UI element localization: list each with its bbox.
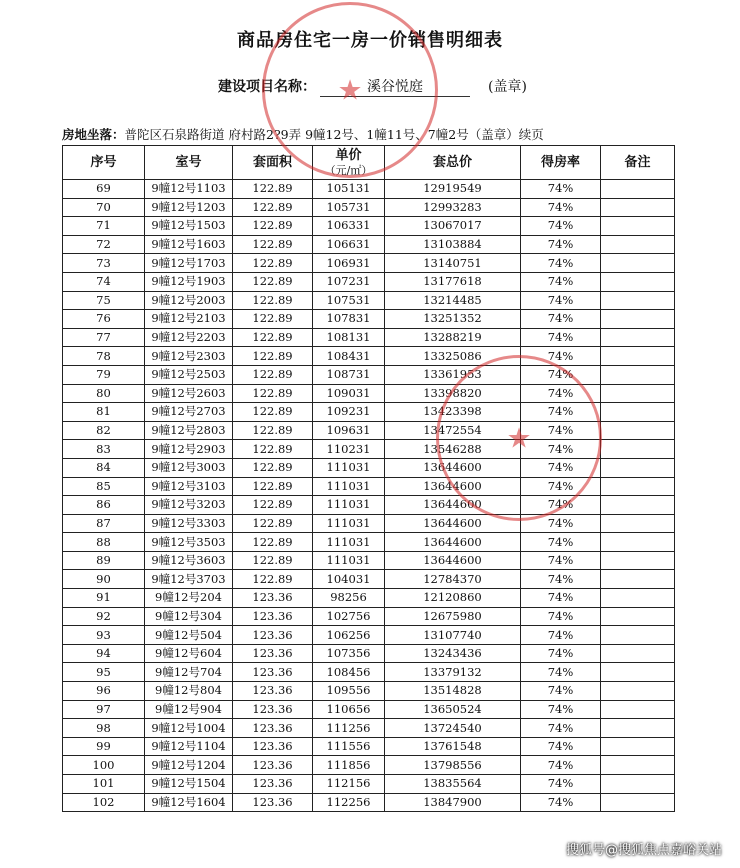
table-row <box>63 254 675 273</box>
cell-price: 106931 <box>313 254 385 273</box>
cell-total: 13546288 <box>385 440 521 459</box>
cell-seq: 98 <box>63 719 145 738</box>
cell-price: 111256 <box>313 719 385 738</box>
cell-total: 13140751 <box>385 254 521 273</box>
cell-total: 13214485 <box>385 291 521 310</box>
cell-ratio: 74% <box>521 514 601 533</box>
header-note: 备注 <box>601 146 675 180</box>
cell-total: 13103884 <box>385 235 521 254</box>
project-seal: (盖章) <box>488 79 527 95</box>
cell-room: 9幢12号2803 <box>145 421 233 440</box>
header-room: 室号 <box>145 146 233 180</box>
cell-total: 13644600 <box>385 477 521 496</box>
cell-seq: 70 <box>63 198 145 217</box>
cell-note <box>601 775 675 794</box>
header-total: 套总价 <box>385 146 521 180</box>
cell-seq: 76 <box>63 310 145 329</box>
cell-price: 107356 <box>313 644 385 663</box>
cell-note <box>601 235 675 254</box>
cell-price: 111031 <box>313 496 385 515</box>
cell-note <box>601 607 675 626</box>
table-row <box>63 700 675 719</box>
cell-area: 122.89 <box>233 328 313 347</box>
cell-room: 9幢12号1104 <box>145 737 233 756</box>
cell-price: 107831 <box>313 310 385 329</box>
cell-total: 13835564 <box>385 775 521 794</box>
cell-ratio: 74% <box>521 384 601 403</box>
cell-area: 122.89 <box>233 496 313 515</box>
table-row <box>63 328 675 347</box>
cell-note <box>601 198 675 217</box>
cell-area: 123.36 <box>233 700 313 719</box>
cell-ratio: 74% <box>521 756 601 775</box>
cell-area: 122.89 <box>233 477 313 496</box>
seal-star-icon: ★ <box>506 421 532 455</box>
project-line <box>218 76 527 97</box>
table-row <box>63 663 675 682</box>
table-row <box>63 719 675 738</box>
cell-total: 12919549 <box>385 180 521 199</box>
cell-room: 9幢12号204 <box>145 589 233 608</box>
cell-seq: 69 <box>63 180 145 199</box>
cell-total: 13644600 <box>385 533 521 552</box>
header-price-unit: （元/㎡） <box>324 163 373 177</box>
table-row <box>63 180 675 199</box>
cell-total: 13644600 <box>385 458 521 477</box>
cell-ratio: 74% <box>521 254 601 273</box>
cell-total: 13243436 <box>385 644 521 663</box>
cell-price: 105731 <box>313 198 385 217</box>
cell-total: 13288219 <box>385 328 521 347</box>
cell-area: 123.36 <box>233 589 313 608</box>
cell-note <box>601 533 675 552</box>
cell-price: 105131 <box>313 180 385 199</box>
cell-total: 12784370 <box>385 570 521 589</box>
header-area: 套面积 <box>233 146 313 180</box>
cell-ratio: 74% <box>521 440 601 459</box>
table-row <box>63 421 675 440</box>
cell-ratio: 74% <box>521 737 601 756</box>
cell-note <box>601 719 675 738</box>
cell-seq: 90 <box>63 570 145 589</box>
cell-room: 9幢12号904 <box>145 700 233 719</box>
cell-note <box>601 626 675 645</box>
cell-area: 122.89 <box>233 514 313 533</box>
table-row <box>63 477 675 496</box>
cell-seq: 85 <box>63 477 145 496</box>
cell-area: 123.36 <box>233 793 313 812</box>
cell-seq: 102 <box>63 793 145 812</box>
cell-total: 13325086 <box>385 347 521 366</box>
cell-room: 9幢12号3003 <box>145 458 233 477</box>
cell-ratio: 74% <box>521 477 601 496</box>
cell-room: 9幢12号1703 <box>145 254 233 273</box>
cell-ratio: 74% <box>521 607 601 626</box>
cell-room: 9幢12号804 <box>145 682 233 701</box>
table-body <box>63 180 675 812</box>
cell-price: 98256 <box>313 589 385 608</box>
table-row <box>63 458 675 477</box>
cell-room: 9幢12号1103 <box>145 180 233 199</box>
cell-note <box>601 440 675 459</box>
cell-price: 112156 <box>313 775 385 794</box>
table-row <box>63 756 675 775</box>
cell-price: 111031 <box>313 514 385 533</box>
table-row <box>63 589 675 608</box>
cell-area: 123.36 <box>233 663 313 682</box>
cell-room: 9幢12号1204 <box>145 756 233 775</box>
cell-room: 9幢12号2703 <box>145 403 233 422</box>
cell-area: 122.89 <box>233 235 313 254</box>
cell-seq: 83 <box>63 440 145 459</box>
cell-area: 123.36 <box>233 737 313 756</box>
cell-area: 123.36 <box>233 775 313 794</box>
cell-note <box>601 421 675 440</box>
cell-ratio: 74% <box>521 626 601 645</box>
cell-area: 122.89 <box>233 365 313 384</box>
cell-price: 104031 <box>313 570 385 589</box>
cell-seq: 79 <box>63 365 145 384</box>
cell-note <box>601 589 675 608</box>
cell-note <box>601 682 675 701</box>
cell-total: 13398820 <box>385 384 521 403</box>
cell-room: 9幢12号2303 <box>145 347 233 366</box>
cell-seq: 100 <box>63 756 145 775</box>
cell-note <box>601 551 675 570</box>
cell-note <box>601 217 675 236</box>
cell-note <box>601 458 675 477</box>
cell-area: 122.89 <box>233 403 313 422</box>
cell-area: 123.36 <box>233 607 313 626</box>
cell-area: 122.89 <box>233 384 313 403</box>
cell-ratio: 74% <box>521 775 601 794</box>
table-row <box>63 217 675 236</box>
cell-room: 9幢12号2103 <box>145 310 233 329</box>
project-name: 溪谷悦庭 <box>320 76 470 97</box>
project-label: 建设项目名称： <box>218 79 316 95</box>
cell-price: 111031 <box>313 458 385 477</box>
cell-price: 111031 <box>313 533 385 552</box>
table-row <box>63 737 675 756</box>
cell-room: 9幢12号2503 <box>145 365 233 384</box>
cell-area: 122.89 <box>233 551 313 570</box>
cell-area: 122.89 <box>233 180 313 199</box>
cell-seq: 96 <box>63 682 145 701</box>
cell-area: 122.89 <box>233 421 313 440</box>
cell-total: 12993283 <box>385 198 521 217</box>
table-row <box>63 384 675 403</box>
cell-area: 123.36 <box>233 626 313 645</box>
cell-total: 13379132 <box>385 663 521 682</box>
address-line <box>62 125 544 143</box>
cell-seq: 80 <box>63 384 145 403</box>
cell-seq: 101 <box>63 775 145 794</box>
table-row <box>63 570 675 589</box>
cell-note <box>601 310 675 329</box>
watermark: 搜狐号@搜狐焦点嘉峪关站 <box>565 843 722 858</box>
cell-seq: 72 <box>63 235 145 254</box>
cell-total: 13361953 <box>385 365 521 384</box>
cell-seq: 73 <box>63 254 145 273</box>
cell-seq: 74 <box>63 272 145 291</box>
cell-ratio: 74% <box>521 793 601 812</box>
cell-area: 122.89 <box>233 254 313 273</box>
cell-price: 111856 <box>313 756 385 775</box>
cell-ratio: 74% <box>521 682 601 701</box>
cell-total: 13798556 <box>385 756 521 775</box>
cell-seq: 95 <box>63 663 145 682</box>
cell-note <box>601 756 675 775</box>
cell-ratio: 74% <box>521 644 601 663</box>
cell-total: 13107740 <box>385 626 521 645</box>
cell-price: 110656 <box>313 700 385 719</box>
cell-area: 122.89 <box>233 458 313 477</box>
cell-price: 111556 <box>313 737 385 756</box>
cell-room: 9幢12号1503 <box>145 217 233 236</box>
table-header-row <box>63 146 675 180</box>
cell-price: 111031 <box>313 551 385 570</box>
cell-ratio: 74% <box>521 551 601 570</box>
cell-note <box>601 180 675 199</box>
cell-total: 13644600 <box>385 496 521 515</box>
cell-price: 107531 <box>313 291 385 310</box>
cell-seq: 87 <box>63 514 145 533</box>
cell-seq: 84 <box>63 458 145 477</box>
table-row <box>63 291 675 310</box>
cell-area: 122.89 <box>233 217 313 236</box>
cell-seq: 91 <box>63 589 145 608</box>
cell-seq: 81 <box>63 403 145 422</box>
cell-price: 112256 <box>313 793 385 812</box>
cell-price: 108431 <box>313 347 385 366</box>
cell-ratio: 74% <box>521 700 601 719</box>
table-row <box>63 551 675 570</box>
cell-ratio: 74% <box>521 421 601 440</box>
cell-seq: 92 <box>63 607 145 626</box>
cell-seq: 94 <box>63 644 145 663</box>
table-row <box>63 310 675 329</box>
cell-note <box>601 700 675 719</box>
cell-area: 123.36 <box>233 719 313 738</box>
cell-seq: 89 <box>63 551 145 570</box>
cell-note <box>601 384 675 403</box>
cell-price: 106631 <box>313 235 385 254</box>
cell-total: 13177618 <box>385 272 521 291</box>
cell-note <box>601 496 675 515</box>
cell-room: 9幢12号3203 <box>145 496 233 515</box>
address-label: 房地坐落： <box>62 127 125 142</box>
cell-room: 9幢12号2903 <box>145 440 233 459</box>
cell-ratio: 74% <box>521 291 601 310</box>
cell-seq: 75 <box>63 291 145 310</box>
cell-note <box>601 514 675 533</box>
cell-seq: 78 <box>63 347 145 366</box>
table-row <box>63 607 675 626</box>
cell-note <box>601 291 675 310</box>
cell-ratio: 74% <box>521 365 601 384</box>
cell-price: 107231 <box>313 272 385 291</box>
cell-ratio: 74% <box>521 403 601 422</box>
cell-note <box>601 477 675 496</box>
table-row <box>63 403 675 422</box>
cell-ratio: 74% <box>521 347 601 366</box>
cell-room: 9幢12号1903 <box>145 272 233 291</box>
cell-note <box>601 347 675 366</box>
cell-room: 9幢12号304 <box>145 607 233 626</box>
address-text: 普陀区石泉路街道 府村路2?9弄 9幢12号、1幢11号、7幢2号（盖章）续页 <box>124 127 544 142</box>
cell-ratio: 74% <box>521 458 601 477</box>
cell-note <box>601 328 675 347</box>
cell-total: 13724540 <box>385 719 521 738</box>
cell-total: 13644600 <box>385 514 521 533</box>
cell-note <box>601 737 675 756</box>
cell-note <box>601 272 675 291</box>
header-ratio: 得房率 <box>521 146 601 180</box>
price-table <box>62 145 675 812</box>
cell-room: 9幢12号2203 <box>145 328 233 347</box>
cell-ratio: 74% <box>521 180 601 199</box>
cell-room: 9幢12号1603 <box>145 235 233 254</box>
table-row <box>63 496 675 515</box>
cell-total: 12675980 <box>385 607 521 626</box>
cell-seq: 99 <box>63 737 145 756</box>
cell-price: 102756 <box>313 607 385 626</box>
cell-area: 122.89 <box>233 291 313 310</box>
cell-room: 9幢12号2003 <box>145 291 233 310</box>
cell-room: 9幢12号3503 <box>145 533 233 552</box>
cell-total: 13644600 <box>385 551 521 570</box>
cell-price: 108131 <box>313 328 385 347</box>
cell-area: 122.89 <box>233 570 313 589</box>
cell-total: 13067017 <box>385 217 521 236</box>
cell-note <box>601 254 675 273</box>
cell-price: 110231 <box>313 440 385 459</box>
cell-note <box>601 793 675 812</box>
cell-ratio: 74% <box>521 272 601 291</box>
cell-room: 9幢12号3103 <box>145 477 233 496</box>
cell-note <box>601 403 675 422</box>
cell-total: 13650524 <box>385 700 521 719</box>
cell-room: 9幢12号1203 <box>145 198 233 217</box>
table-row <box>63 775 675 794</box>
cell-area: 122.89 <box>233 440 313 459</box>
cell-area: 123.36 <box>233 644 313 663</box>
cell-total: 13514828 <box>385 682 521 701</box>
cell-area: 122.89 <box>233 533 313 552</box>
cell-ratio: 74% <box>521 719 601 738</box>
header-price <box>313 146 385 180</box>
cell-note <box>601 365 675 384</box>
cell-price: 108456 <box>313 663 385 682</box>
cell-ratio: 74% <box>521 310 601 329</box>
cell-room: 9幢12号704 <box>145 663 233 682</box>
cell-price: 106256 <box>313 626 385 645</box>
table-row <box>63 626 675 645</box>
cell-room: 9幢12号604 <box>145 644 233 663</box>
cell-area: 123.36 <box>233 756 313 775</box>
cell-total: 13472554 <box>385 421 521 440</box>
table-row <box>63 533 675 552</box>
cell-price: 109631 <box>313 421 385 440</box>
table-row <box>63 347 675 366</box>
header-seq: 序号 <box>63 146 145 180</box>
cell-note <box>601 570 675 589</box>
cell-ratio: 74% <box>521 663 601 682</box>
cell-seq: 77 <box>63 328 145 347</box>
cell-room: 9幢12号2603 <box>145 384 233 403</box>
table-row <box>63 514 675 533</box>
cell-price: 109231 <box>313 403 385 422</box>
cell-seq: 82 <box>63 421 145 440</box>
cell-room: 9幢12号3603 <box>145 551 233 570</box>
cell-seq: 88 <box>63 533 145 552</box>
cell-seq: 97 <box>63 700 145 719</box>
table-row <box>63 644 675 663</box>
cell-price: 111031 <box>313 477 385 496</box>
cell-price: 109556 <box>313 682 385 701</box>
table-row <box>63 365 675 384</box>
table-row <box>63 198 675 217</box>
table-row <box>63 272 675 291</box>
cell-room: 9幢12号504 <box>145 626 233 645</box>
cell-area: 122.89 <box>233 272 313 291</box>
cell-total: 13761548 <box>385 737 521 756</box>
table-row <box>63 682 675 701</box>
cell-ratio: 74% <box>521 533 601 552</box>
cell-area: 123.36 <box>233 682 313 701</box>
cell-room: 9幢12号1004 <box>145 719 233 738</box>
document-title: 商品房住宅一房一价销售明细表 <box>237 30 503 51</box>
cell-area: 122.89 <box>233 347 313 366</box>
cell-total: 13251352 <box>385 310 521 329</box>
cell-area: 122.89 <box>233 310 313 329</box>
cell-ratio: 74% <box>521 496 601 515</box>
cell-area: 122.89 <box>233 198 313 217</box>
header-price-label: 单价 <box>335 147 362 163</box>
cell-room: 9幢12号1504 <box>145 775 233 794</box>
table-row <box>63 793 675 812</box>
table-row <box>63 235 675 254</box>
cell-ratio: 74% <box>521 328 601 347</box>
cell-price: 108731 <box>313 365 385 384</box>
seal-star-icon: ★ <box>337 73 363 107</box>
cell-room: 9幢12号1604 <box>145 793 233 812</box>
cell-total: 13847900 <box>385 793 521 812</box>
cell-ratio: 74% <box>521 217 601 236</box>
cell-total: 13423398 <box>385 403 521 422</box>
cell-note <box>601 644 675 663</box>
cell-ratio: 74% <box>521 570 601 589</box>
cell-seq: 71 <box>63 217 145 236</box>
cell-price: 109031 <box>313 384 385 403</box>
cell-ratio: 74% <box>521 198 601 217</box>
cell-price: 106331 <box>313 217 385 236</box>
cell-note <box>601 663 675 682</box>
cell-ratio: 74% <box>521 235 601 254</box>
table-row <box>63 440 675 459</box>
cell-seq: 86 <box>63 496 145 515</box>
cell-ratio: 74% <box>521 589 601 608</box>
cell-total: 12120860 <box>385 589 521 608</box>
cell-room: 9幢12号3703 <box>145 570 233 589</box>
cell-seq: 93 <box>63 626 145 645</box>
cell-room: 9幢12号3303 <box>145 514 233 533</box>
